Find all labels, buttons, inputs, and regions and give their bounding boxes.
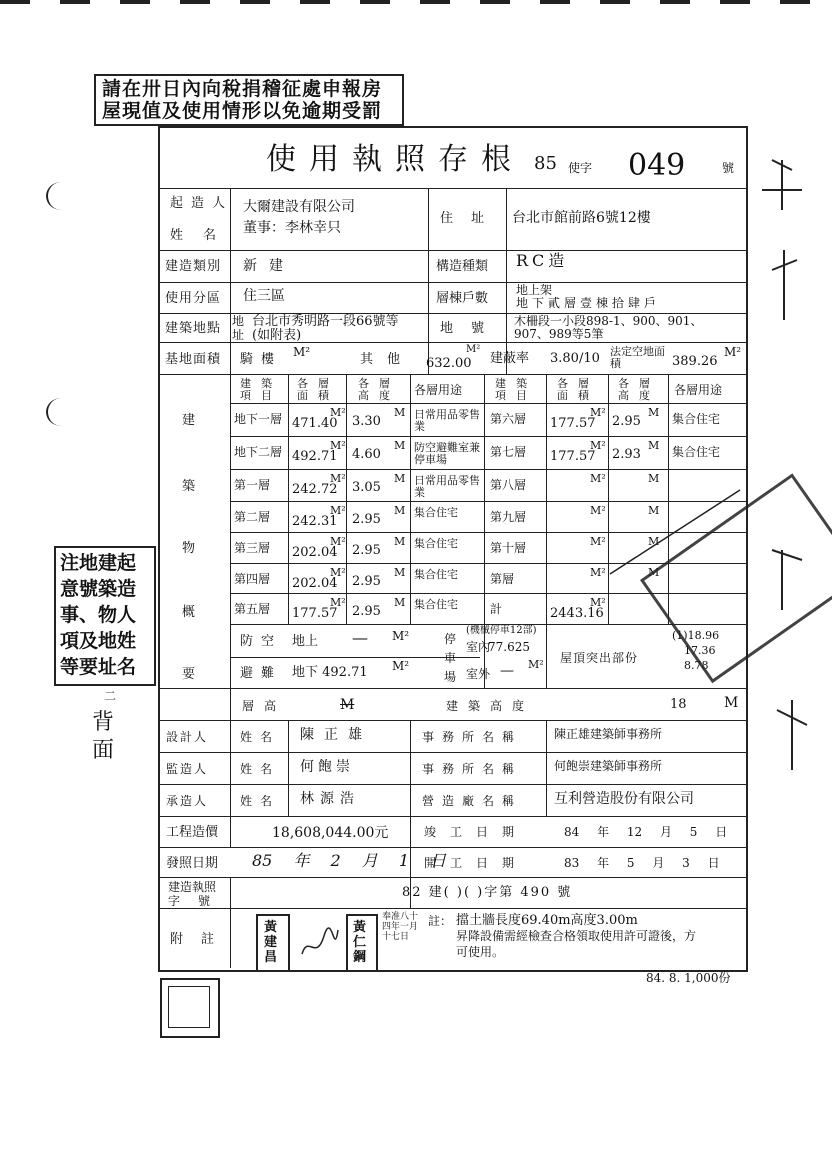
side-note-box bbox=[54, 546, 156, 686]
unit-mark: M² bbox=[330, 566, 346, 579]
floor-area: 242.31 bbox=[292, 514, 338, 529]
floors-label: 層棟戶數 bbox=[436, 291, 489, 306]
unit-mark: M bbox=[394, 566, 406, 579]
unit-mark: M bbox=[394, 535, 406, 548]
floor-area-2: 177.57 bbox=[550, 416, 596, 431]
floor-height-2: 2.95 bbox=[612, 414, 641, 429]
designer-role: 設計人 bbox=[166, 730, 209, 744]
supervisor-name-label: 姓名 bbox=[240, 762, 281, 776]
floor-area: 471.40 bbox=[292, 416, 338, 431]
floor-use: 集合住宅 bbox=[414, 568, 458, 581]
floor-area-2: 2443.16 bbox=[550, 606, 604, 621]
floor-area-2: 177.57 bbox=[550, 449, 596, 464]
unit-mark: M² bbox=[330, 596, 346, 609]
site-sublabel-2: 址 bbox=[232, 328, 245, 342]
builder-company: 大爾建設有限公司 bbox=[243, 199, 355, 215]
unit-mark: M² bbox=[330, 504, 346, 517]
category-label: 建造類別 bbox=[165, 259, 222, 274]
lot-label: 地號 bbox=[440, 321, 503, 336]
floor-item: 第二層 bbox=[234, 510, 271, 524]
note-line-3: 可使用。 bbox=[456, 945, 505, 959]
col-header-area-2: 各層面積 bbox=[557, 377, 599, 402]
unit-mark: M bbox=[648, 439, 660, 452]
unit-mark: M² bbox=[330, 472, 346, 485]
completion-date: 84 年 12 月 5 日 bbox=[564, 825, 728, 839]
site-label: 建築地點 bbox=[165, 321, 222, 336]
permit-ref-label-1: 建造執照 bbox=[168, 880, 217, 894]
col-header-item-2: 建築項目 bbox=[495, 377, 537, 402]
issue-date: 85 年 2 月 1 日 bbox=[252, 851, 447, 870]
side-note-mark: 二 bbox=[104, 689, 117, 703]
approval-date-stamp: 奉准八十四年一月十七日 bbox=[382, 912, 419, 942]
floor-use-2: 集合住宅 bbox=[672, 445, 721, 459]
shelter-above-label: 地上 bbox=[292, 634, 319, 649]
unit-mark: M² bbox=[590, 596, 606, 609]
unit-mark: M² bbox=[590, 535, 606, 548]
floor-use: 日常用品零售業 bbox=[414, 474, 480, 499]
arcade-unit: M² bbox=[293, 345, 311, 359]
notice-line-2: 屋現值及使用情形以免逾期受罰 bbox=[102, 100, 383, 122]
parking-mech: (機械停車12部) bbox=[466, 625, 537, 636]
scan-top-edge bbox=[0, 0, 832, 4]
contractor-name: 林源浩 bbox=[300, 791, 360, 807]
chief-stamp-text: 黃建昌 bbox=[264, 920, 278, 965]
floor-item-2: 第十層 bbox=[490, 541, 527, 555]
floor-item-2: 第六層 bbox=[490, 412, 527, 426]
note-line-1: 擋土牆長度69.40m高度3.00m bbox=[456, 913, 638, 928]
legal-open-unit: M² bbox=[724, 345, 742, 359]
col-header-height: 各層高度 bbox=[358, 377, 400, 402]
floor-height: 3.05 bbox=[352, 480, 381, 495]
unit-mark: M² bbox=[590, 504, 606, 517]
coverage-label: 建蔽率 bbox=[490, 351, 530, 366]
permit-ref-label-2: 字號 bbox=[168, 894, 229, 908]
floor-height: 2.95 bbox=[352, 543, 381, 558]
side-label-char: 建 bbox=[182, 413, 196, 428]
other-value: 632.00 bbox=[426, 356, 472, 371]
floor-item-2: 第七層 bbox=[490, 445, 527, 459]
designer-office: 陳正雄建築師事務所 bbox=[554, 727, 663, 741]
permit-ref-value: 82 建( )( )字第 490 號 bbox=[402, 885, 573, 900]
floor-area: 202.04 bbox=[292, 576, 338, 591]
structure-value: RC造 bbox=[516, 251, 569, 270]
cost-value: 18,608,044.00元 bbox=[272, 825, 389, 841]
remarks-label: 附註 bbox=[170, 932, 233, 947]
roof-projection-value-2: 17.36 bbox=[684, 644, 716, 657]
parking-indoor-label: 室內 bbox=[466, 640, 491, 654]
shelter-above-unit: M² bbox=[392, 629, 410, 643]
unit-mark: M bbox=[648, 566, 660, 579]
unit-mark: M bbox=[648, 406, 660, 419]
unit-mark: M² bbox=[330, 535, 346, 548]
contractor-role: 承造人 bbox=[166, 794, 209, 808]
unit-mark: M bbox=[648, 504, 660, 517]
unit-mark: M² bbox=[590, 439, 606, 452]
parking-outdoor-unit: M² bbox=[528, 658, 544, 671]
form-title: 使用執照存根 bbox=[266, 142, 524, 177]
col-header-height-2: 各層高度 bbox=[618, 377, 660, 402]
building-height-label: 建築高度 bbox=[446, 699, 535, 713]
floor-height: 2.95 bbox=[352, 604, 381, 619]
builder-address-label: 住址 bbox=[440, 211, 503, 226]
other-unit: M² bbox=[466, 344, 481, 355]
floor-use: 日常用品零售業 bbox=[414, 408, 480, 433]
parking-outdoor-label: 室外 bbox=[466, 667, 491, 681]
start-date: 83 年 5 月 3 日 bbox=[564, 856, 720, 870]
floor-item-2: 第層 bbox=[490, 572, 515, 586]
binder-mark-top bbox=[46, 182, 76, 210]
shelter-label-2: 避難 bbox=[240, 666, 283, 681]
supervisor-office-label: 事務所名稱 bbox=[422, 762, 523, 776]
permit-suffix: 號 bbox=[722, 161, 735, 175]
builder-label: 起造人 bbox=[170, 196, 234, 211]
lot-number-2: 907、989等5筆 bbox=[514, 327, 604, 341]
side-label-char: 概 bbox=[182, 605, 196, 620]
floor-item-2: 計 bbox=[490, 602, 503, 616]
unit-mark: M² bbox=[590, 406, 606, 419]
col-header-use: 各層用途 bbox=[414, 383, 463, 397]
building-height-unit: M bbox=[724, 695, 739, 711]
builder-name-label: 姓名 bbox=[170, 228, 237, 243]
zoning-label: 使用分區 bbox=[165, 291, 222, 306]
floor-height: 2.95 bbox=[352, 512, 381, 527]
notice-stamp bbox=[94, 74, 404, 126]
col-header-area: 各層面積 bbox=[297, 377, 339, 402]
parking-outdoor-dash: — bbox=[500, 663, 514, 679]
unit-mark: M bbox=[394, 439, 406, 452]
print-info: 84. 8. 1,000份 bbox=[646, 971, 731, 985]
parking-indoor-value: 77.625 bbox=[488, 640, 530, 654]
floor-use: 集合住宅 bbox=[414, 506, 458, 519]
side-note-line: 意號築造 bbox=[60, 578, 137, 600]
section-stamp-text: 黃仁鋼 bbox=[353, 920, 367, 965]
floor-height: 4.60 bbox=[352, 447, 381, 462]
lot-number: 木柵段一小段898-1、900、901、 bbox=[514, 314, 703, 328]
roof-projection-value-3: 8.78 bbox=[684, 659, 709, 672]
site-sublabel-1: 地 bbox=[232, 314, 245, 328]
side-label-char: 築 bbox=[182, 479, 196, 494]
floor-use-2: 集合住宅 bbox=[672, 412, 721, 426]
zoning-value: 住三區 bbox=[243, 288, 285, 304]
supervisor-office: 何飽崇建築師事務所 bbox=[554, 759, 663, 773]
side-note-line: 事、物人 bbox=[60, 604, 137, 626]
side-label-char: 要 bbox=[182, 667, 196, 682]
side-label-char: 物 bbox=[182, 541, 196, 556]
coverage-value: 3.80/10 bbox=[550, 351, 600, 366]
floor-height: 3.30 bbox=[352, 414, 381, 429]
unit-mark: M² bbox=[330, 439, 346, 452]
side-note-line: 項及地姓 bbox=[60, 630, 137, 652]
shelter-below: 地下 492.71 bbox=[292, 665, 368, 680]
floor-item: 第五層 bbox=[234, 602, 271, 616]
unit-mark: M² bbox=[590, 472, 606, 485]
supervisor-role: 監造人 bbox=[166, 762, 209, 776]
unit-mark: M bbox=[394, 504, 406, 517]
floor-area: 202.04 bbox=[292, 545, 338, 560]
floor-item: 第四層 bbox=[234, 572, 271, 586]
floor-area: 242.72 bbox=[292, 482, 338, 497]
floor-use: 集合住宅 bbox=[414, 598, 458, 611]
notice-line-1: 請在卅日內向稅捐稽征處申報房 bbox=[102, 78, 383, 100]
floor-area: 492.71 bbox=[292, 449, 338, 464]
binder-mark-bottom bbox=[46, 398, 76, 426]
floors-value-2: 地下貳層壹棟拾肆戶 bbox=[516, 296, 661, 310]
other-label: 其他 bbox=[360, 352, 415, 367]
builder-address: 台北市館前路6號12樓 bbox=[512, 210, 651, 226]
contractor-office-label: 營造廠名稱 bbox=[422, 794, 523, 808]
seal-inner bbox=[168, 986, 210, 1028]
signature-scribble bbox=[296, 914, 342, 968]
official-seal bbox=[160, 978, 220, 1038]
floor-use: 集合住宅 bbox=[414, 537, 458, 550]
col-header-item: 建築項目 bbox=[240, 377, 282, 402]
structure-label: 構造種類 bbox=[436, 259, 489, 274]
contractor-name-label: 姓名 bbox=[240, 794, 281, 808]
floor-height-label: 層高 bbox=[242, 699, 287, 713]
contractor-office: 互利營造股份有限公司 bbox=[554, 791, 694, 807]
cost-label: 工程造價 bbox=[166, 825, 219, 840]
site-address: 台北市秀明路一段66號等 bbox=[252, 314, 399, 329]
shelter-below-unit: M² bbox=[392, 659, 410, 673]
start-label: 開工日期 bbox=[424, 856, 529, 870]
side-note-line: 注地建起 bbox=[60, 552, 137, 574]
builder-representative: 董事：李林幸只 bbox=[243, 220, 341, 236]
floor-item: 第三層 bbox=[234, 541, 271, 555]
approval-stamp-section bbox=[346, 914, 378, 972]
note-label: 註： bbox=[428, 914, 453, 928]
unit-mark: M bbox=[394, 406, 406, 419]
building-height-value: 18 bbox=[670, 697, 687, 712]
legal-open-label: 法定空地面積 bbox=[610, 345, 665, 370]
area-label: 基地面積 bbox=[165, 352, 222, 367]
shelter-above-dash: — bbox=[352, 628, 368, 647]
floor-item-2: 第八層 bbox=[490, 478, 527, 492]
completion-label: 竣工日期 bbox=[424, 825, 529, 839]
floor-area: 177.57 bbox=[292, 606, 338, 621]
floor-height-value: M bbox=[340, 697, 355, 713]
unit-mark: M bbox=[394, 596, 406, 609]
approval-stamp-chief bbox=[256, 914, 290, 972]
unit-mark: M bbox=[394, 472, 406, 485]
unit-mark: M² bbox=[590, 566, 606, 579]
designer-name: 陳正雄 bbox=[300, 727, 372, 743]
back-label-2: 面 bbox=[92, 738, 115, 763]
category-value: 新建 bbox=[243, 258, 295, 274]
floor-item-2: 第九層 bbox=[490, 510, 527, 524]
floor-item: 地下一層 bbox=[234, 412, 283, 426]
permit-number: 049 bbox=[628, 148, 686, 183]
permit-year: 85 bbox=[534, 153, 557, 174]
site-address-2: (如附表) bbox=[252, 328, 302, 343]
parking-label: 停車場 bbox=[444, 632, 457, 684]
issue-label: 發照日期 bbox=[166, 856, 219, 871]
side-note-line: 等要址名 bbox=[60, 656, 137, 678]
legal-open-value: 389.26 bbox=[672, 354, 718, 369]
roof-projection-label: 屋頂突出部份 bbox=[560, 651, 639, 665]
floor-height: 2.95 bbox=[352, 574, 381, 589]
unit-mark: M² bbox=[330, 406, 346, 419]
floor-height-2: 2.93 bbox=[612, 447, 641, 462]
roof-projection-value-1: (1)18.96 bbox=[672, 629, 720, 642]
unit-mark: M bbox=[648, 472, 660, 485]
floors-value-1: 地上架 bbox=[516, 283, 553, 297]
floor-item: 第一層 bbox=[234, 478, 271, 492]
arcade-label: 騎樓 bbox=[240, 352, 283, 367]
designer-office-label: 事務所名稱 bbox=[422, 730, 523, 744]
floor-item: 地下二層 bbox=[234, 445, 283, 459]
permit-prefix: 使字 bbox=[568, 161, 593, 175]
approval-stamp-signature bbox=[296, 914, 342, 968]
back-label-1: 背 bbox=[92, 710, 115, 735]
supervisor-name: 何飽崇 bbox=[300, 759, 354, 775]
col-header-use-2: 各層用途 bbox=[674, 383, 723, 397]
note-line-2: 昇降設備需經檢查合格領取使用許可證後，方 bbox=[456, 929, 697, 943]
shelter-label-1: 防空 bbox=[240, 634, 283, 649]
unit-mark: M bbox=[648, 535, 660, 548]
designer-name-label: 姓名 bbox=[240, 730, 281, 744]
floor-use: 防空避難室兼停車場 bbox=[414, 441, 480, 466]
